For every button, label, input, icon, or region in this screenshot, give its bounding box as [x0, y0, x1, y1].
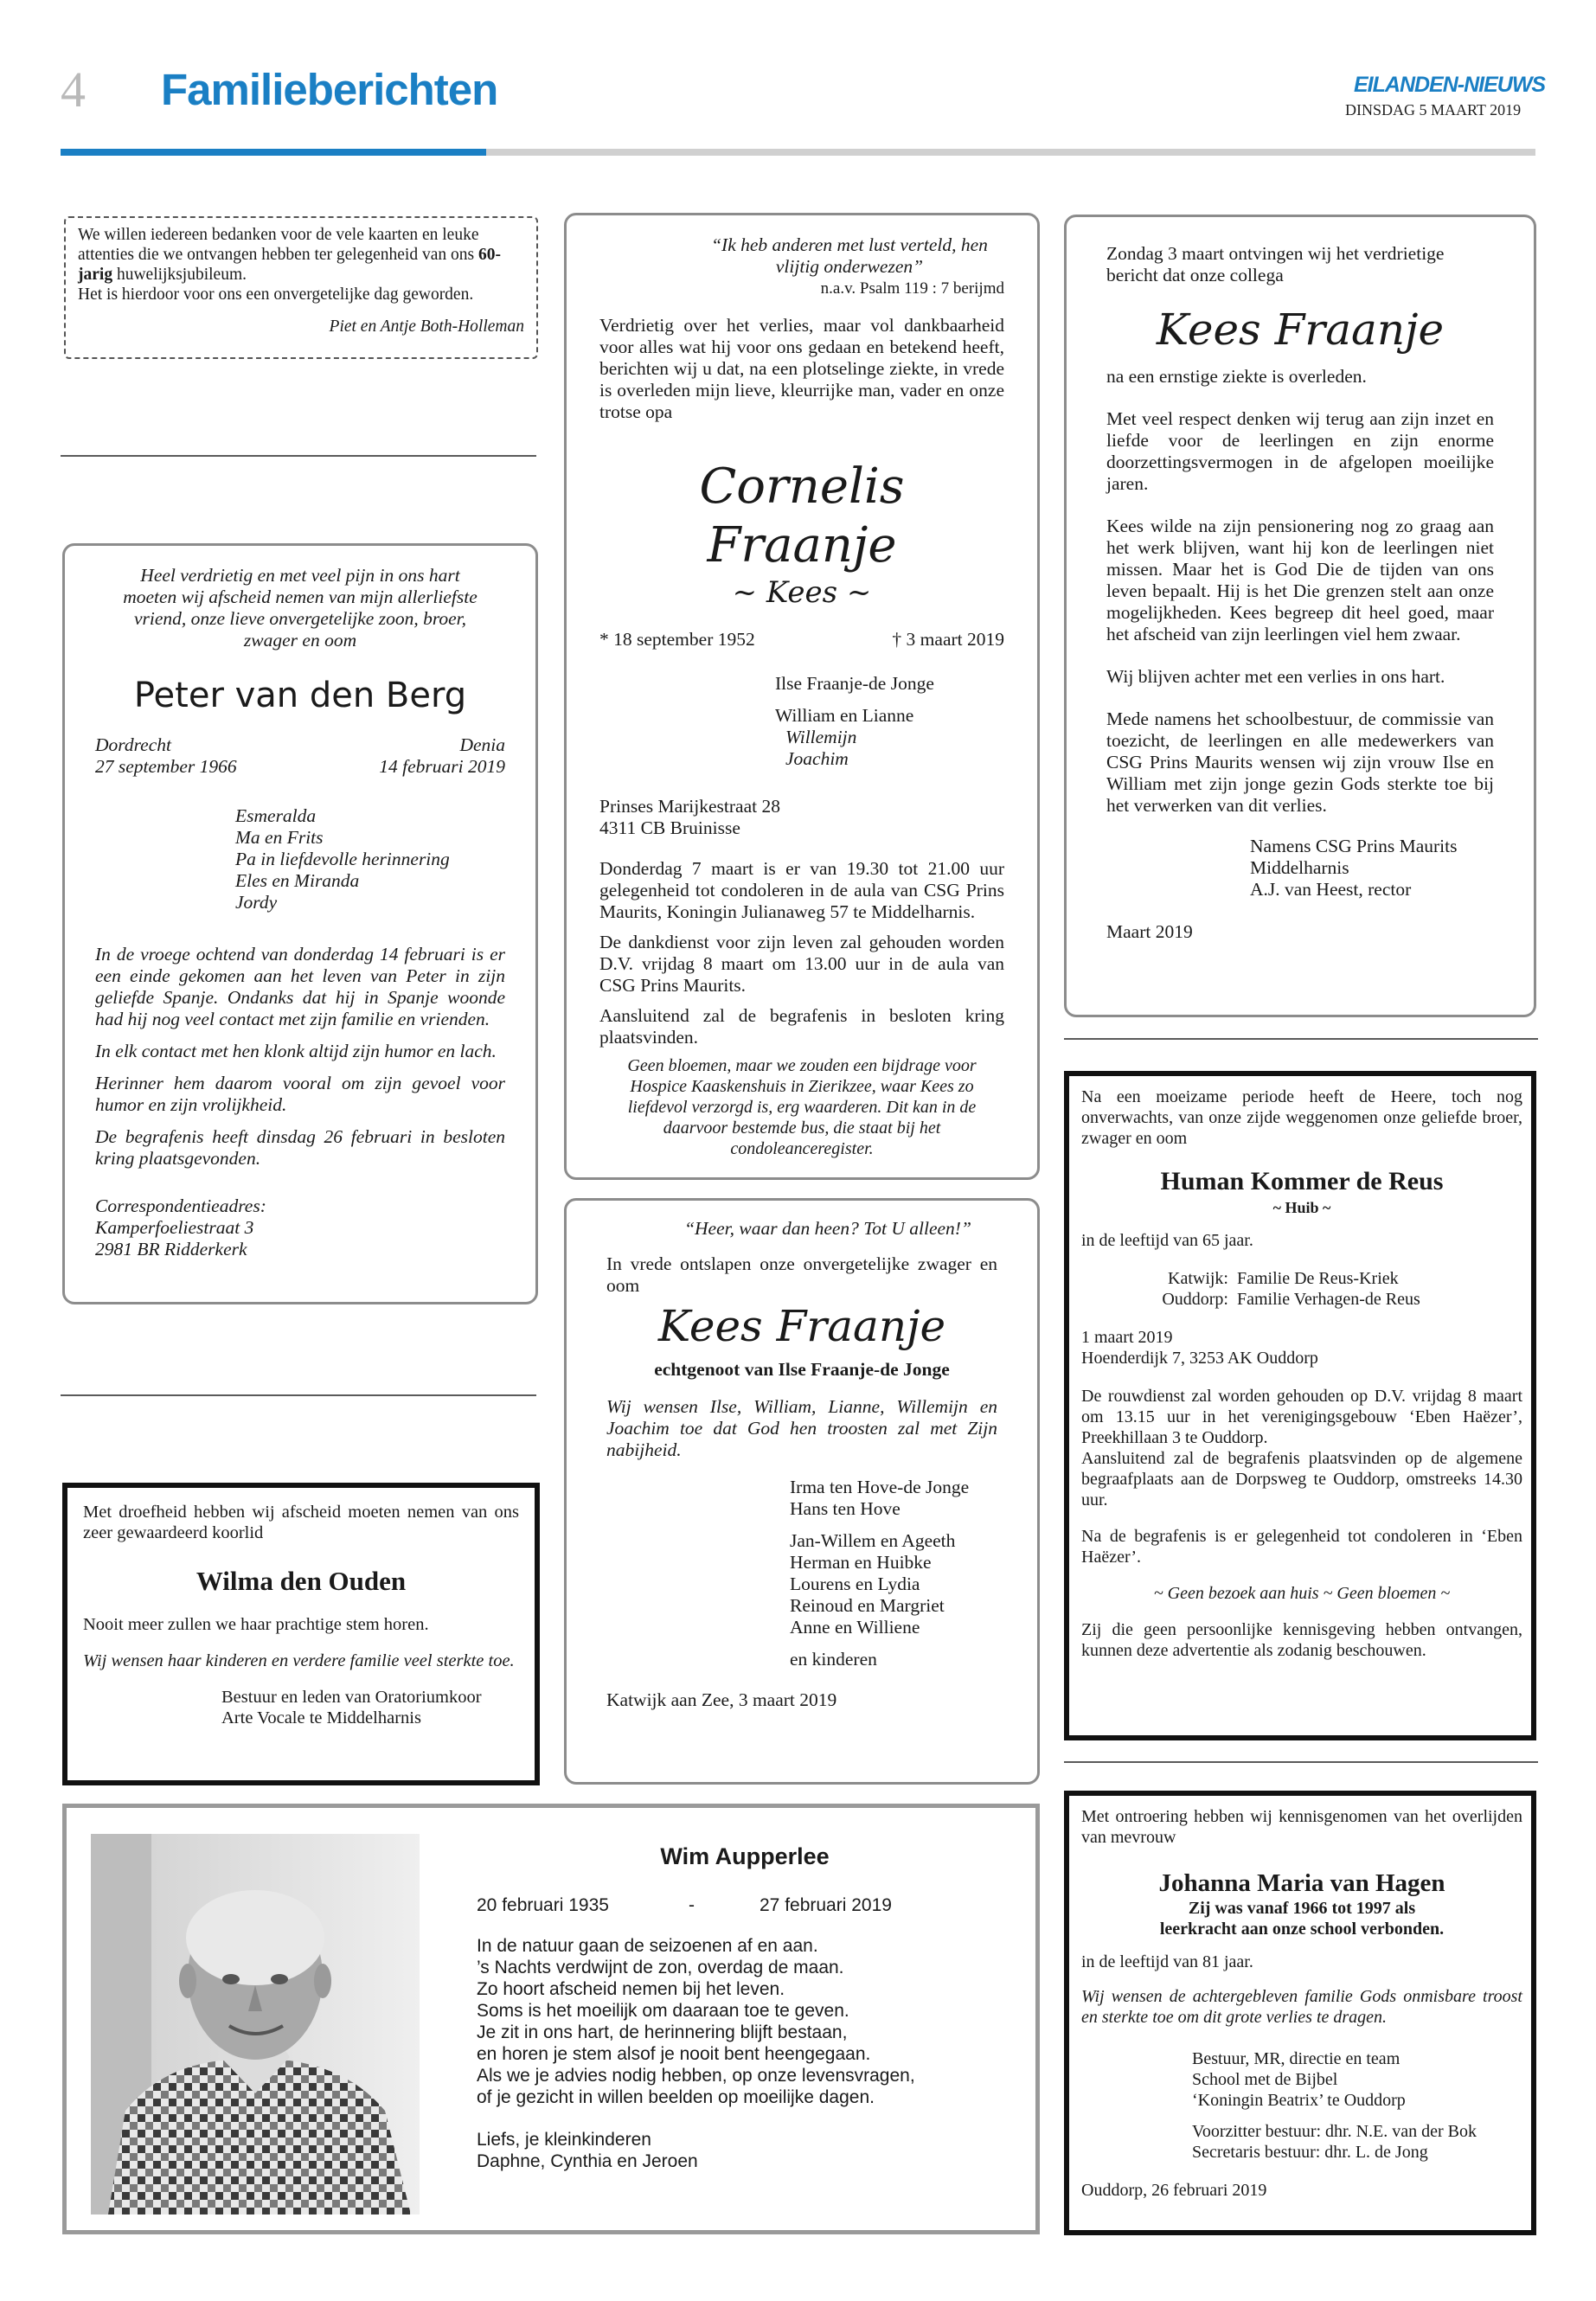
kees2-family: Reinoud en Margriet [790, 1595, 945, 1616]
cornelis-p4: Geen bloemen, maar we zouden een bijdrage voor Hospice Kaaskenshuis in Zierikzee, waar Kees zo liefdevol verzorgd is, erg waarderen. Dit kan in de daarvoor bestemde bus, die staat bij het condoleanceregister. [627, 1056, 977, 1158]
johanna-name: Johanna Maria van Hagen [1158, 1869, 1445, 1897]
kees2-family: Anne en Williene [790, 1617, 920, 1638]
cornelis-address1: Prinses Marijkestraat 28 [599, 796, 780, 817]
cornelis-family2: William en Lianne [775, 705, 914, 726]
thanks-text-b: huwelijksjubileum. [112, 266, 247, 284]
wilma-p1: Nooit meer zullen we haar prachtige stem horen. [83, 1615, 429, 1634]
wim-poem-line: en horen je stem alsof je nooit bent heengegaan. [477, 2044, 871, 2064]
kees2-wish: Wij wensen Ilse, William, Lianne, Willemijn en Joachim toe dat God hen troosten zal met Zijn nabijheid. [606, 1396, 997, 1460]
wilma-sign1: Bestuur en leden van Oratoriumkoor [221, 1688, 482, 1707]
wim-name: Wim Aupperlee [660, 1843, 830, 1869]
human-p5: Zij die geen persoonlijke kennisgeving hebben ontvangen, kunnen deze advertentie als zodanig beschouwen. [1081, 1620, 1522, 1660]
brand-logo: EILANDEN-NIEUWS [1354, 73, 1546, 97]
cornelis-quote: “Ik heb anderen met lust verteld, hen vlijtig onderwezen” [711, 234, 988, 277]
johanna-intro: Met ontroering hebben wij kennisgenomen van het overlijden van mevrouw [1081, 1807, 1522, 1847]
kees2-family: Lourens en Lydia [790, 1574, 920, 1594]
peter-address-city: 2981 BR Ridderkerk [95, 1239, 247, 1259]
peter-p2: In elk contact met hen klonk altijd zijn humor en lach. [95, 1041, 497, 1061]
thanks-text-a: We willen iedereen bedanken voor de vele kaarten en leuke attenties die we ontvangen hebben ter gelegenheid van ons [78, 226, 479, 264]
kees2-quote: “Heer, waar dan heen? Tot U alleen!” [684, 1218, 971, 1239]
johanna-sign2: School met de Bijbel [1192, 2070, 1338, 2089]
cornelis-born: * 18 september 1952 [599, 629, 755, 650]
school-sign3: A.J. van Heest, rector [1250, 879, 1412, 900]
peter-intro: Heel verdrietig en met veel pijn in ons hart moeten wij afscheid nemen van mijn allerliefste vriend, onze lieve onvergetelijke zoon, broer, zwager en oom [123, 565, 478, 651]
wim-poem-line: Als we je advies nodig hebben, op onze levensvragen, [477, 2066, 915, 2086]
peter-date-birth: 27 september 1966 [95, 756, 237, 777]
ad-thanks [64, 216, 538, 359]
peter-family: Eles en Miranda [235, 870, 360, 891]
peter-p1: In de vroege ochtend van donderdag 14 februari is er een einde gekomen aan het leven van Peter in zijn geliefde Spanje. Ondanks dat hij in Spanje woonde had hij nog veel contact met zijn familie en vrienden. [95, 944, 505, 1029]
wim-poem-line: Je zit in ons hart, de herinnering blijft bestaan, [477, 2022, 848, 2042]
wim-died: 27 februari 2019 [760, 1895, 892, 1915]
school-intro: Zondag 3 maart ontvingen wij het verdrietige bericht dat onze collega [1106, 243, 1445, 285]
cornelis-family4: Joachim [785, 748, 849, 769]
human-p4: ~ Geen bezoek aan huis ~ Geen bloemen ~ [1153, 1584, 1451, 1603]
peter-family: Pa in liefdevolle herinnering [235, 849, 450, 869]
school-name: Kees Fraanje [1156, 304, 1445, 355]
cornelis-name: Cornelis Fraanje [699, 458, 905, 574]
peter-address-label: Correspondentieadres: [95, 1195, 266, 1216]
johanna-wish: Wij wensen de achtergebleven familie Gods onmisbare troost en sterkte toe om dit grote verlies te dragen. [1081, 1987, 1522, 2027]
school-p1: Met veel respect denken wij terug aan zijn inzet en liefde voor de leerlingen en zijn enorme doorzettingsvermogen in de afgelopen moeilijke jaren. [1106, 408, 1494, 494]
portrait-photo [91, 1834, 420, 2214]
human-place2: Ouddorp: [1162, 1290, 1228, 1309]
wilma-intro: Met droefheid hebben wij afscheid moeten nemen van ons zeer gewaardeerd koorlid [83, 1503, 519, 1542]
human-intro: Na een moeizame periode heeft de Heere, toch nog onverwachts, van onze zijde weggenomen onze geliefde broer, zwager en oom [1081, 1087, 1522, 1148]
kees2-family: Herman en Huibke [790, 1552, 932, 1573]
johanna-age: in de leeftijd van 81 jaar. [1081, 1952, 1253, 1971]
ad-johanna [1064, 1791, 1536, 2235]
header-rule-accent [61, 149, 486, 156]
human-age: in de leeftijd van 65 jaar. [1081, 1231, 1253, 1250]
wim-text [477, 1843, 1013, 2172]
cornelis-family1: Ilse Fraanje-de Jonge [775, 673, 934, 694]
wim-poem-line: Zo hoort afscheid nemen bij het leven. [477, 1979, 785, 1999]
ad-human [1064, 1071, 1536, 1740]
school-sign1: Namens CSG Prins Maurits [1250, 836, 1458, 856]
peter-p4: De begrafenis heeft dinsdag 26 februari in besloten kring plaatsgevonden. [95, 1126, 505, 1169]
school-p3: Wij blijven achter met een verlies in ons hart. [1106, 666, 1445, 687]
kees2-place-date: Katwijk aan Zee, 3 maart 2019 [606, 1689, 837, 1710]
peter-place-death: Denia [459, 734, 505, 755]
peter-p3: Herinner hem daarom vooral om zijn gevoel voor humor en zijn vrolijkheid. [95, 1073, 505, 1115]
divider [1064, 1761, 1538, 1763]
human-name: Human Kommer de Reus [1160, 1167, 1444, 1195]
kees2-name: Kees Fraanje [657, 1301, 946, 1351]
johanna-sign3: ‘Koningin Beatrix’ te Ouddorp [1192, 2091, 1406, 2110]
human-date: 1 maart 2019 [1081, 1328, 1173, 1347]
human-nickname: ~ Huib ~ [1272, 1199, 1331, 1216]
kees2-family: Hans ten Hove [790, 1498, 901, 1519]
johanna-sign5: Secretaris bestuur: dhr. L. de Jong [1192, 2143, 1428, 2162]
peter-name: Peter van den Berg [133, 676, 467, 715]
peter-family: Ma en Frits [235, 827, 324, 848]
ad-wilma [62, 1483, 540, 1785]
cornelis-address2: 4311 CB Bruinisse [599, 817, 740, 838]
cornelis-intro: Verdrietig over het verlies, maar vol dankbaarheid voor alles wat hij voor ons gedaan en betekend heeft, berichten wij u dat, na een plotselinge ziekte, in vrede is overleden mijn lieve, kleurrijke man, vader en onze trotse opa [599, 315, 1004, 422]
johanna-sub1: Zij was vanaf 1966 tot 1997 als [1188, 1899, 1416, 1918]
wim-dash: - [689, 1895, 695, 1915]
school-p2: Kees wilde na zijn pensionering nog zo graag aan het werk blijven, want hij kon de leerlingen niet missen. Maar het is God Die de tijden van ons leven bepaalt. Hij is het Die grenzen stelt aan onze mogelijkheden. Kees begreep dit heel goed, maar het afscheid van zijn leerlingen viel hem zwaar. [1106, 516, 1494, 644]
human-place1: Katwijk: [1168, 1269, 1228, 1288]
issue-date: DINSDAG 5 MAART 2019 [1345, 101, 1522, 119]
human-p3: Na de begrafenis is er gelegenheid tot condoleren in ‘Eben Haëzer’. [1081, 1527, 1522, 1567]
cornelis-p2: De dankdienst voor zijn leven zal gehouden worden D.V. vrijdag 8 maart om 13.00 uur in de aula van CSG Prins Maurits. [599, 932, 1004, 996]
thanks-text-bold: 60-jarig [78, 246, 501, 284]
peter-family: Jordy [235, 892, 278, 913]
wim-poem-line: ’s Nachts verdwijnt de zon, overdag de maan. [477, 1958, 844, 1977]
wilma-p2: Wij wensen haar kinderen en verdere familie veel sterkte toe. [83, 1651, 515, 1670]
section-title: Familieberichten [161, 65, 498, 114]
human-fam1: Familie De Reus-Kriek [1237, 1269, 1399, 1288]
kees2-family: Irma ten Hove-de Jonge [790, 1477, 970, 1497]
ad-cornelis [564, 213, 1040, 1180]
wim-sign2: Daphne, Cynthia en Jeroen [477, 2151, 698, 2171]
wim-poem-line: In de natuur gaan de seizoenen af en aan. [477, 1936, 818, 1956]
wim-poem-line: of je gezicht in willen beelden op moeilijke dagen. [477, 2087, 875, 2107]
divider [1064, 1038, 1538, 1040]
cornelis-p1: Donderdag 7 maart is er van 19.30 tot 21.00 uur gelegenheid tot condoleren in de aula van CSG Prins Maurits, Koningin Julianaweg 57 te Middelharnis. [599, 858, 1004, 922]
cornelis-p3: Aansluitend zal de begrafenis in besloten kring plaatsvinden. [599, 1005, 1004, 1048]
cornelis-quote-source: n.a.v. Psalm 119 : 7 berijmd [820, 279, 1004, 298]
ad-peter [62, 543, 538, 1304]
kees2-intro: In vrede ontslapen onze onvergetelijke zwager en oom [606, 1253, 997, 1296]
school-p4: Mede namens het schoolbestuur, de commissie van toezicht, de leerlingen en alle medewerkers van CSG Prins Maurits wensen wij zijn vrouw Ilse en William met zijn jonge gezin Gods sterkte toe bij het verwerken van dit verlies. [1106, 708, 1494, 816]
johanna-sub2: leerkracht aan onze school verbonden. [1159, 1920, 1445, 1939]
ad-wim [62, 1804, 1040, 2234]
human-p1: De rouwdienst zal worden gehouden op D.V. vrijdag 8 maart om 13.15 uur in het verenigingsgebouw ‘Eben Haëzer’, Preekhillaan 3 te Ouddorp. [1081, 1387, 1522, 1447]
school-sign2: Middelharnis [1250, 857, 1349, 878]
human-fam2: Familie Verhagen-de Reus [1237, 1290, 1420, 1309]
thanks-text-c: Het is hierdoor voor ons een onvergetelijke dag geworden. [78, 285, 474, 304]
cornelis-family3: Willemijn [785, 727, 857, 747]
wim-born: 20 februari 1935 [477, 1895, 609, 1915]
cornelis-nickname: ~ Kees ~ [732, 575, 872, 610]
kees2-family: Jan-Willem en Ageeth [790, 1530, 956, 1551]
kees2-family-children: en kinderen [790, 1649, 877, 1670]
divider [61, 455, 536, 457]
peter-family: Esmeralda [235, 805, 317, 826]
wim-poem-line: Soms is het moeilijk om daaraan toe te geven. [477, 2001, 849, 2021]
johanna-place-date: Ouddorp, 26 februari 2019 [1081, 2181, 1267, 2200]
human-address: Hoenderdijk 7, 3253 AK Ouddorp [1081, 1349, 1318, 1368]
thanks-signature: Piet en Antje Both-Holleman [329, 317, 524, 336]
page-number: 4 [61, 61, 86, 118]
cornelis-died: † 3 maart 2019 [892, 629, 1004, 650]
johanna-sign4: Voorzitter bestuur: dhr. N.E. van der Bok [1192, 2122, 1477, 2141]
peter-address-street: Kamperfoeliestraat 3 [95, 1217, 254, 1238]
ad-school-kees [1064, 215, 1536, 1017]
kees2-subtitle: echtgenoot van Ilse Fraanje-de Jonge [654, 1359, 950, 1380]
divider [61, 1394, 536, 1396]
ad-kees-family [564, 1198, 1040, 1785]
school-after: na een ernstige ziekte is overleden. [1106, 366, 1367, 387]
human-p2: Aansluitend zal de begrafenis plaatsvinden op de algemene begraafplaats aan de Dorpsweg te Ouddorp, omstreeks 14.30 uur. [1081, 1449, 1522, 1509]
johanna-sign1: Bestuur, MR, directie en team [1192, 2049, 1401, 2068]
school-date: Maart 2019 [1106, 921, 1193, 942]
portrait-drawing [91, 1834, 420, 2214]
wilma-sign2: Arte Vocale te Middelharnis [221, 1708, 421, 1727]
wim-sign1: Liefs, je kleinkinderen [477, 2130, 651, 2150]
peter-date-death: 14 februari 2019 [379, 756, 505, 777]
peter-place-birth: Dordrecht [95, 734, 171, 755]
wilma-name: Wilma den Ouden [195, 1566, 407, 1596]
